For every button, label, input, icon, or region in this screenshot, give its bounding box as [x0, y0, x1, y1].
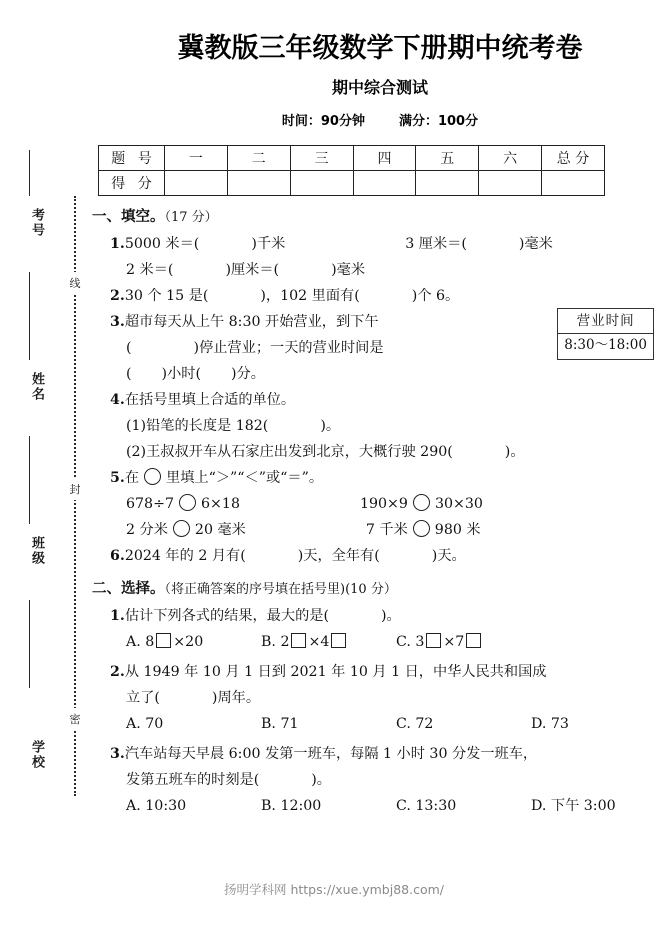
q4-stem: 在括号里填上合适的单位。	[124, 391, 296, 408]
q5-stem-a: 在	[124, 469, 140, 486]
question-2-3	[110, 741, 668, 767]
question-2-3-options	[126, 793, 668, 819]
question-2-2	[110, 659, 668, 685]
q4-number: 4.	[110, 391, 125, 408]
q6-text-c: )天。	[431, 547, 466, 564]
question-1-3-line2	[126, 335, 668, 361]
q1-line2-mid: )厘米＝(	[225, 261, 280, 278]
s2q1-option-b-mid: ×4	[308, 633, 330, 650]
footer-watermark: 扬明学科网 https://xue.ymbj88.com/	[223, 882, 445, 897]
q1-line1-a-end: )千米	[251, 235, 286, 252]
question-2-2-options	[126, 711, 668, 737]
q4-sub2-b: )。	[504, 443, 525, 460]
s2q1-option-a[interactable]	[126, 629, 261, 655]
q2-text-b: )，102 里面有(	[260, 287, 360, 304]
questions-body	[92, 204, 668, 819]
margin-rule-2	[29, 272, 30, 360]
s2q1-number: 1.	[110, 607, 125, 624]
question-1-4	[110, 387, 668, 413]
margin-rule-4	[29, 600, 30, 688]
q4-sub2-a: (2)王叔叔开车从石家庄出发到北京，大概行驶 290(	[126, 443, 453, 460]
q3-line3-b: )小时(	[161, 365, 201, 382]
margin-label-class: 班级	[29, 536, 44, 566]
q3-line1: 超市每天从上午 8:30 开始营业，到下午	[124, 313, 379, 330]
s2q1-option-c-box-1[interactable]	[426, 633, 441, 648]
seal-char-seal: 封	[66, 478, 84, 500]
s2q1-option-b-box-1[interactable]	[291, 633, 306, 648]
score-table-col-total: 总 分	[542, 145, 605, 170]
score-table	[98, 145, 605, 196]
s2q2-number: 2.	[110, 663, 125, 680]
q6-number: 6.	[110, 547, 125, 564]
q1-line2-end: )毫米	[331, 261, 366, 278]
section2-title: 二、选择。	[92, 580, 165, 597]
score-cell-3[interactable]	[290, 170, 353, 195]
section-heading-multiple-choice	[92, 576, 668, 603]
q4-sub1-b: )。	[320, 417, 341, 434]
question-1-2	[110, 283, 668, 309]
margin-label-school: 学校	[29, 740, 44, 770]
score-table-col-4: 四	[353, 145, 416, 170]
q5-pair3-right: 20 毫米	[194, 521, 246, 538]
seal-char-secret: 密	[66, 708, 84, 730]
q2-text-a: 30 个 15 是(	[124, 287, 209, 304]
s2q1-option-a-mid: ×20	[173, 633, 204, 650]
margin-label-exam-number: 考号	[29, 208, 44, 238]
q2-number: 2.	[110, 287, 125, 304]
margin-label-name: 姓名	[29, 372, 44, 402]
score-cell-4[interactable]	[353, 170, 416, 195]
q5-compare-circle-3[interactable]	[173, 520, 190, 537]
s2q3-line2-a: 发第五班车的时刻是(	[126, 771, 260, 788]
exam-duration: 时间：90分钟	[281, 113, 365, 129]
score-cell-5[interactable]	[416, 170, 479, 195]
q5-stem-b: 里填上“＞”“＜”或“＝”。	[166, 469, 324, 486]
s2q1-stem-a: 估计下列各式的结果，最大的是(	[124, 607, 329, 624]
exam-meta	[92, 110, 668, 129]
question-2-2-line2	[126, 685, 668, 711]
s2q3-number: 3.	[110, 745, 125, 762]
margin-rule-3	[29, 436, 30, 524]
q5-compare-circle-4[interactable]	[413, 520, 430, 537]
q1-line1-b: 3 厘米＝(	[405, 235, 467, 252]
s2q3-option-c[interactable]: C. 13:30	[396, 797, 457, 814]
question-1-5-row1	[126, 491, 668, 517]
s2q1-option-b[interactable]	[261, 629, 396, 655]
question-1-1-line2	[126, 257, 668, 283]
section2-points: （将正确答案的序号填在括号里)(10 分）	[164, 581, 397, 597]
score-table-col-6: 六	[479, 145, 542, 170]
business-hours-title: 营业时间	[576, 312, 635, 329]
q6-text-b: )天，全年有(	[297, 547, 380, 564]
s2q1-stem-b: )。	[380, 607, 401, 624]
page-subtitle: 期中综合测试	[331, 77, 428, 97]
question-1-5-row2	[126, 517, 668, 543]
q1-number: 1.	[110, 235, 125, 252]
q3-line2-b: )停止营业；一天的营业时间是	[193, 339, 384, 356]
s2q1-option-a-label: A. 8	[126, 633, 155, 650]
q3-line2-a: (	[126, 339, 132, 356]
score-cell-2[interactable]	[227, 170, 290, 195]
exam-paper	[92, 0, 668, 926]
q5-number: 5.	[110, 469, 125, 486]
q5-compare-circle-2[interactable]	[413, 494, 430, 511]
q5-pair3-left: 2 分米	[126, 521, 168, 538]
s2q1-option-c-label: C. 3	[396, 633, 425, 650]
question-1-3-line3	[126, 361, 668, 387]
question-1-6	[110, 543, 668, 569]
q5-stem-circle	[144, 468, 161, 485]
s2q1-option-a-box-1[interactable]	[156, 633, 171, 648]
section1-points: （17 分）	[164, 209, 218, 225]
s2q1-option-b-box-2[interactable]	[331, 633, 346, 648]
q6-text-a: 2024 年的 2 月有(	[124, 547, 246, 564]
s2q1-option-b-label: B. 2	[261, 633, 290, 650]
q5-pair2-left: 190×9	[359, 495, 408, 512]
score-table-col-2: 二	[227, 145, 290, 170]
table-row-header	[99, 145, 605, 170]
s2q3-option-a[interactable]: A. 10:30	[126, 797, 187, 814]
question-2-1	[110, 603, 668, 629]
score-cell-6[interactable]	[479, 170, 542, 195]
s2q1-option-c-mid: ×7	[443, 633, 465, 650]
s2q1-option-c-box-2[interactable]	[466, 633, 481, 648]
s2q2-line1: 从 1949 年 10 月 1 日到 2021 年 10 月 1 日，中华人民共和国成	[124, 663, 547, 680]
question-2-3-line2	[126, 767, 668, 793]
s2q2-line2-a: 立了(	[126, 689, 160, 706]
question-1-1	[110, 231, 668, 257]
score-cell-1[interactable]	[165, 170, 228, 195]
q4-sub1-a: (1)铅笔的长度是 182(	[126, 417, 269, 434]
score-table-col-3: 三	[290, 145, 353, 170]
q5-pair1-left: 678÷7	[126, 495, 174, 512]
s2q2-line2-b: )周年。	[211, 689, 261, 706]
q1-line1-b-end: )毫米	[518, 235, 553, 252]
q1-line1-a: 5000 米＝(	[124, 235, 200, 252]
s2q3-option-d[interactable]: D. 下午 3:00	[531, 797, 616, 814]
page-title: 冀教版三年级数学下册期中统考卷	[177, 33, 583, 64]
s2q3-line1: 汽车站每天早晨 6:00 发第一班车，每隔 1 小时 30 分发一班车，	[124, 745, 538, 762]
s2q1-option-c[interactable]	[396, 629, 531, 655]
score-table-col-1: 一	[165, 145, 228, 170]
s2q2-option-d[interactable]: D. 73	[531, 715, 569, 732]
left-margin-strip	[0, 0, 60, 926]
s2q2-option-c[interactable]: C. 72	[396, 715, 434, 732]
q5-compare-circle-1[interactable]	[179, 494, 196, 511]
q5-pair2-right: 30×30	[434, 495, 483, 512]
table-row	[99, 170, 605, 195]
score-cell-total[interactable]	[542, 170, 605, 195]
business-hours-value: 8:30～18:00	[564, 336, 647, 353]
q5-pair4-right: 980 米	[434, 521, 481, 538]
q2-text-c: )个 6。	[411, 287, 460, 304]
margin-rule-1	[29, 150, 30, 196]
question-2-1-options	[126, 629, 668, 655]
q3-number: 3.	[110, 313, 125, 330]
q5-pair4-left: 7 千米	[365, 521, 408, 538]
section1-title: 一、填空。	[92, 208, 165, 225]
score-table-row-label-score: 得 分	[99, 170, 165, 195]
s2q2-option-a[interactable]: A. 70	[126, 715, 164, 732]
question-1-4-sub2	[126, 439, 668, 465]
s2q3-line2-b: )。	[311, 771, 331, 788]
score-table-row-label-question: 题 号	[99, 145, 165, 170]
section-heading-fill-blanks	[92, 204, 668, 231]
score-table-col-5: 五	[416, 145, 479, 170]
question-1-3	[110, 309, 668, 335]
question-1-5	[110, 465, 668, 491]
seal-char-line: 线	[66, 272, 84, 294]
q3-line3-a: (	[126, 365, 132, 382]
q5-pair1-right: 6×18	[201, 495, 240, 512]
s2q2-option-b[interactable]: B. 71	[261, 715, 299, 732]
q3-line3-c: )分。	[231, 365, 265, 382]
s2q3-option-b[interactable]: B. 12:00	[261, 797, 322, 814]
exam-total-score: 满分：100分	[398, 113, 479, 129]
q1-line2-a: 2 米＝(	[126, 261, 174, 278]
question-1-4-sub1	[126, 413, 668, 439]
